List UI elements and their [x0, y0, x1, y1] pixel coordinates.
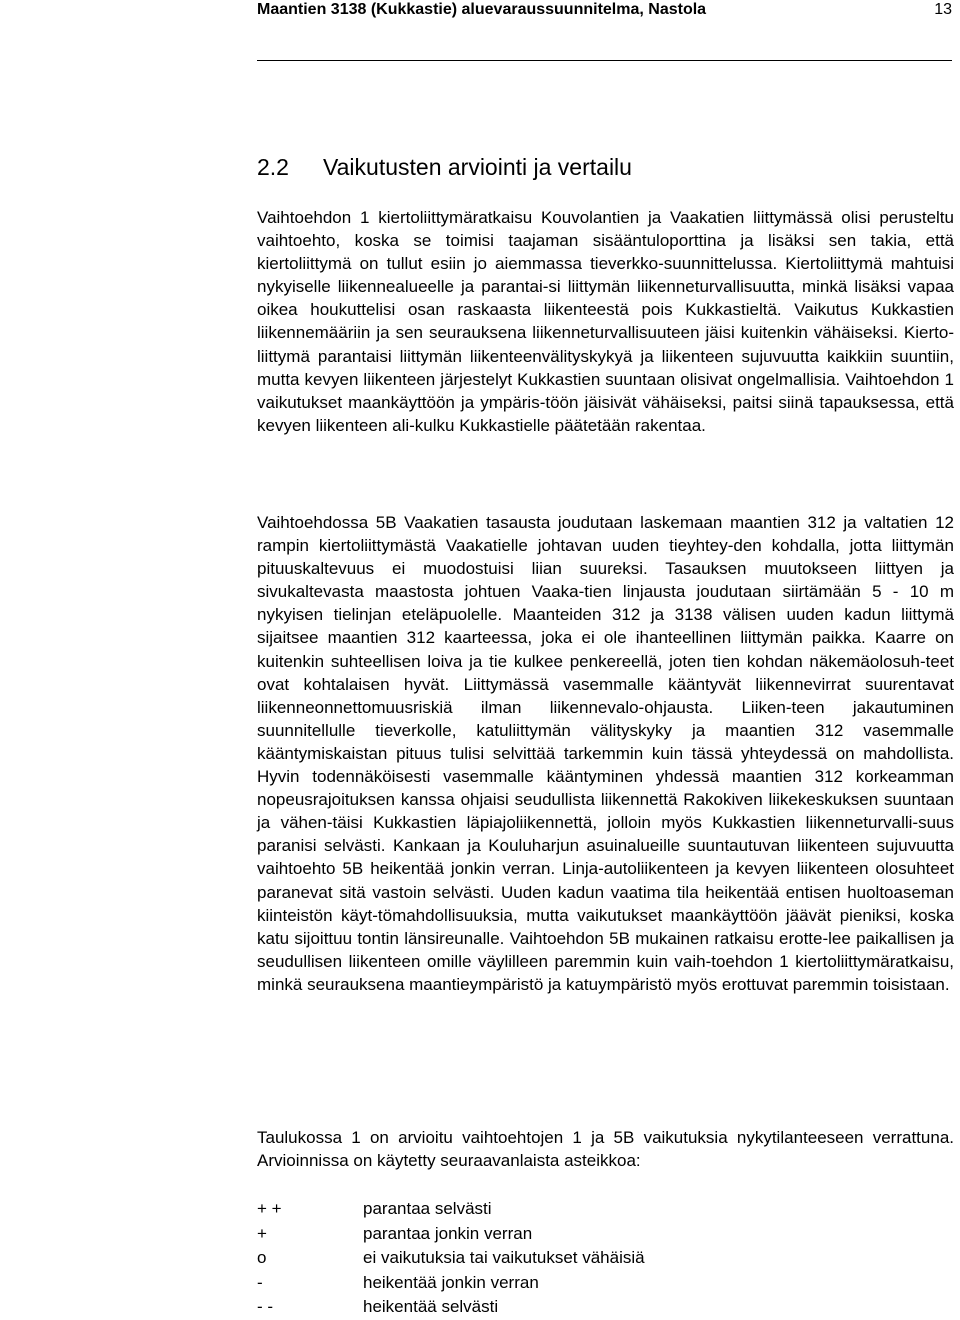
paragraph-alternative-5b: Vaihtoehdossa 5B Vaakatien tasausta joudutaan laskemaan maantien 312 ja valtatien 12 rampin kiertoliittymästä Vaakatielle johtavan uuden tieyhtey-den kohdalla, jotta liittymän pituuskaltevuus ei muodostuisi liian suureksi. Tasauksen muutokseen liittyen ja sivukaltevasta maastosta johtuen Vaaka-tien linjausta joudutaan siirtämään 5 - 10 m nykyisen tielinjan eteläpuolelle. Maanteiden 312 ja 3138 välisen uuden kadun liittymä sijaitsee maantien 312 kaarteessa, joka ei ole ihanteellinen liittymän paikka. Kaarre on kuitenkin suhteellisen loiva ja tie kulkee penkereellä, joten tien kohdan näkemäolosuh-teet ovat kohtalaisen hyvät. Liittymässä vasemmalle kääntyvät liikennevirrat suurentavat liikenneonnettomuusriskiä ilman liikennevalo-ohjausta. Liiken-teen jakautuminen suunnitellulle tieverkolle, katuliittymän välityskyky ja maantien 312 vasemmalle kääntymiskaistan pituus tulisi selvittää tarkemmin kuin tässä yhteydessä on mahdollista. Hyvin todennäköisesti vasemmalle kääntyminen yhdessä maantien 312 korkeamman nopeusrajoituksen kanssa ohjaisi seudullista liikennettä Rakokiven liikekeskuksen suuntaan ja vähen-täisi Kukkastien läpiajoliikennettä, jolloin myös Kukkastien liikenneturvalli-suus paranisi selvästi. Kankaan ja Kouluharjun asuinalueille suuntautuvan liikenteen sujuvuutta vaihtoehto 5B heikentää jonkin verran. Linja-autoliikenteen ja kevyen liikenteen olosuhteet paranevat sitä vastoin selvästi. Uuden kadun vaatima tila heikentää entisen huoltoaseman kiinteistön käyt-tömahdollisuuksia, mutta vaikutukset maankäyttöön jäävät pieniksi, koska katu sijoittuu tontin länsireunalle. Vaihtoehdon 5B mukainen ratkaisu erotte-lee paikallisen ja seudullisen liikenteen omille väylilleen paremmin kuin vaih-toehdon 1 kiertoliittymäratkaisu, minkä seurauksena maantieympäristö ja katuympäristö myös erottuvat paremmin toisistaan.	[257, 513, 954, 994]
scale-row	[257, 1246, 954, 1271]
rating-scale	[257, 1197, 954, 1320]
section-title: Vaikutusten arviointi ja vertailu	[323, 154, 632, 180]
scale-description: heikentää selvästi	[363, 1297, 499, 1316]
scale-symbol: o	[257, 1248, 267, 1267]
scale-symbol: - -	[257, 1297, 274, 1316]
paragraph-alternative-1: Vaihtoehdon 1 kiertoliittymäratkaisu Kouvolantien ja Vaakatien liittymässä olisi perusteltu vaihtoehto, koska se toimisi taajaman sisääntuloporttina ja lisäksi sen takia, että kiertoliittymä on tullut esiin jo aiemmassa tieverkko-suunnittelussa. Kiertoliittymä mahtuisi nykyiselle liikennealueelle ja parantai-si liittymän liikenneturvallisuutta, minkä lisäksi vapaa oikea houkuttelisi osan raskaasta liikenteestä pois Kukkastieltä. Vaikutus Kukkastien liikennemääriin ja sen seurauksena liikenneturvallisuuteen jäisi kuitenkin vähäiseksi. Kierto-liittymä parantaisi liittymän liikenteenvälityskykyä ja liikenteen sujuvuutta kaikkiin suuntiin, mutta kevyen liikenteen järjestelyt Kukkastien suuntaan olisivat ongelmallisia. Vaihtoehdon 1 vaikutukset maankäyttöön ja ympäris-töön jäisivät vähäiseksi, paitsi siinä tapauksessa, että kevyen liikenteen ali-kulku Kukkastielle päätetään rakentaa.	[257, 208, 954, 435]
scale-symbol: + +	[257, 1199, 282, 1218]
paragraph-table-intro: Taulukossa 1 on arvioitu vaihtoehtojen 1 ja 5B vaikutuksia nykytilanteeseen verrattuna. Arvioinnissa on käytetty seuraavanlaista asteikkoa:	[257, 1128, 954, 1171]
header-divider	[257, 60, 952, 61]
scale-description: parantaa jonkin verran	[363, 1223, 533, 1243]
page-header	[257, 0, 952, 20]
scale-row	[257, 1222, 954, 1247]
scale-description: heikentää jonkin verran	[363, 1272, 539, 1292]
scale-description: ei vaikutuksia tai vaikutukset vähäisiä	[363, 1248, 645, 1267]
scale-symbol: +	[257, 1223, 267, 1243]
scale-description: parantaa selvästi	[363, 1199, 492, 1218]
scale-row	[257, 1295, 954, 1320]
section-number: 2.2	[257, 154, 289, 180]
scale-row	[257, 1271, 954, 1296]
page-number: 13	[934, 1, 952, 18]
scale-row	[257, 1197, 954, 1222]
section-heading	[257, 152, 632, 182]
scale-symbol: -	[257, 1272, 263, 1292]
document-title: Maantien 3138 (Kukkastie) aluevaraussuunnitelma, Nastola	[257, 1, 707, 18]
